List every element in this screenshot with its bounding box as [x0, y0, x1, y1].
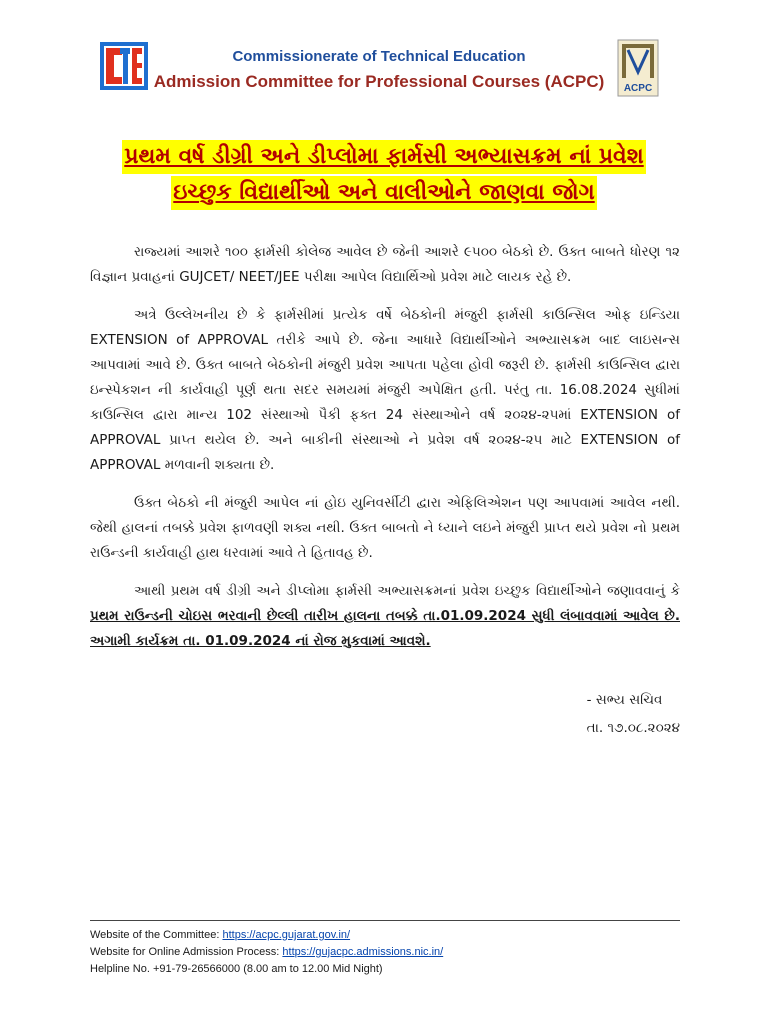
paragraph-3: ઉક્ત બેઠકો ની મંજુરી આપેલ નાં હોઇ યુનિવર્સીટી દ્વારા એફિલિએશન પણ આપવામાં આવેલ નથી. જેથી હાલનાં તબક્કે પ્રવેશ ફાળવણી શક્ય નથી. ઉક્ત બાબતો ને ધ્યાને લઇને મંજુરી પ્રાપ્ત થયે પ્રવેશ નો પ્રથમ રાઉન્ડની કાર્યવાહી હાથ ધરવામાં આવે તે હિતાવહ છે.	[90, 495, 680, 561]
committee-name: Admission Committee for Professional Courses (ACPC)	[153, 72, 605, 91]
footer-website-line	[90, 927, 680, 944]
notice-title	[60, 140, 708, 212]
admission-website-link[interactable]: https://gujacpc.admissions.nic.in/	[282, 946, 444, 958]
website-label: Website of the Committee:	[90, 929, 223, 941]
admission-label: Website for Online Admission Process:	[90, 946, 283, 958]
org-name: Commissionerate of Technical Education	[232, 48, 526, 65]
footer	[90, 920, 680, 978]
paragraph-4	[90, 579, 680, 654]
signature-date: તા. ૧૭.૦૮.૨૦૨૪	[586, 720, 680, 736]
paragraph-1: રાજ્યમાં આશરે ૧૦૦ ફાર્મસી કોલેજ આવેલ છે જેની આશરે ૯૫૦૦ બેઠકો છે. ઉક્ત બાબતે ધોરણ ૧૨ વિજ્ઞાન પ્રવાહનાં GUJCET/ NEET/JEE પરીક્ષા આપેલ વિદ્યાર્થિઓ પ્રવેશ માટે લાયક રહે છે.	[90, 244, 680, 285]
footer-admission-line	[90, 944, 680, 961]
helpline: Helpline No. +91-79-26566000 (8.00 am to 12.00 Mid Night)	[90, 963, 383, 975]
notice-body	[90, 240, 680, 667]
acpc-logo	[616, 38, 660, 98]
signature-block	[587, 686, 680, 742]
signatory: - સભ્ય સચિવ	[586, 692, 663, 708]
title-line-2: ઇચ્છુક વિદ્યાર્થીઓ અને વાલીઓને જાણવા જોગ	[171, 176, 596, 210]
committee-website-link[interactable]: https://acpc.gujarat.gov.in/	[222, 929, 351, 941]
letterhead	[98, 38, 660, 98]
deadline-announcement: પ્રથમ રાઉન્ડની ચોઇસ ભરવાની છેલ્લી તારીખ હાલના તબક્કે તા.01.09.2024 સુધી લંબાવવામાં આવેલ છે. અગામી કાર્યક્રમ તા. 01.09.2024 નાં રોજ મુકવામાં આવશે.	[90, 608, 680, 649]
title-line-1: પ્રથમ વર્ષ ડીગ્રી અને ડીપ્લોમા ફાર્મસી અભ્યાસક્રમ નાં પ્રવેશ	[122, 140, 645, 174]
paragraph-2: અત્રે ઉલ્લેખનીય છે કે ફાર્મસીમાં પ્રત્યેક વર્ષે બેઠકોની મંજુરી ફાર્મસી કાઉન્સિલ ઓફ ઇન્ડિયા EXTENSION of APPROVAL તરીકે આપે છે. જેના આધારે વિદ્યાર્થીઓને અભ્યાસક્રમ બાદ લાઇસન્સ આપવામાં આવે છે. ઉક્ત બાબતે બેઠકોની મંજુરી પ્રવેશ આપતા પહેલા હોવી જરૂરી છે. ફાર્મસી કાઉન્સિલ દ્વારા ઇન્સ્પેકશન ની કાર્યવાહી પૂર્ણ થતા સદર સમયમાં મંજુરી અપેક્ષિત હતી. પરંતુ તા. 16.08.2024 સુધીમાં કાઉન્સિલ દ્વારા માન્ય 102 સંસ્થાઓ પૈકી ફક્ત 24 સંસ્થાઓને વર્ષ ૨૦૨૪-૨૫માં EXTENSION of APPROVAL પ્રાપ્ત થયેલ છે. અને બાકીની સંસ્થાઓ ને પ્રવેશ વર્ષ ૨૦૨૪-૨૫ માટે EXTENSION of APPROVAL મળવાની શક્યતા છે.	[90, 307, 680, 473]
paragraph-4-lead: આથી પ્રથમ વર્ષ ડીગ્રી અને ડીપ્લોમા ફાર્મસી અભ્યાસક્રમનાં પ્રવેશ ઇચ્છુક વિદ્યાર્થીઓને જણાવવાનું કે	[134, 583, 680, 599]
svg-text:ACPC: ACPC	[623, 83, 653, 94]
